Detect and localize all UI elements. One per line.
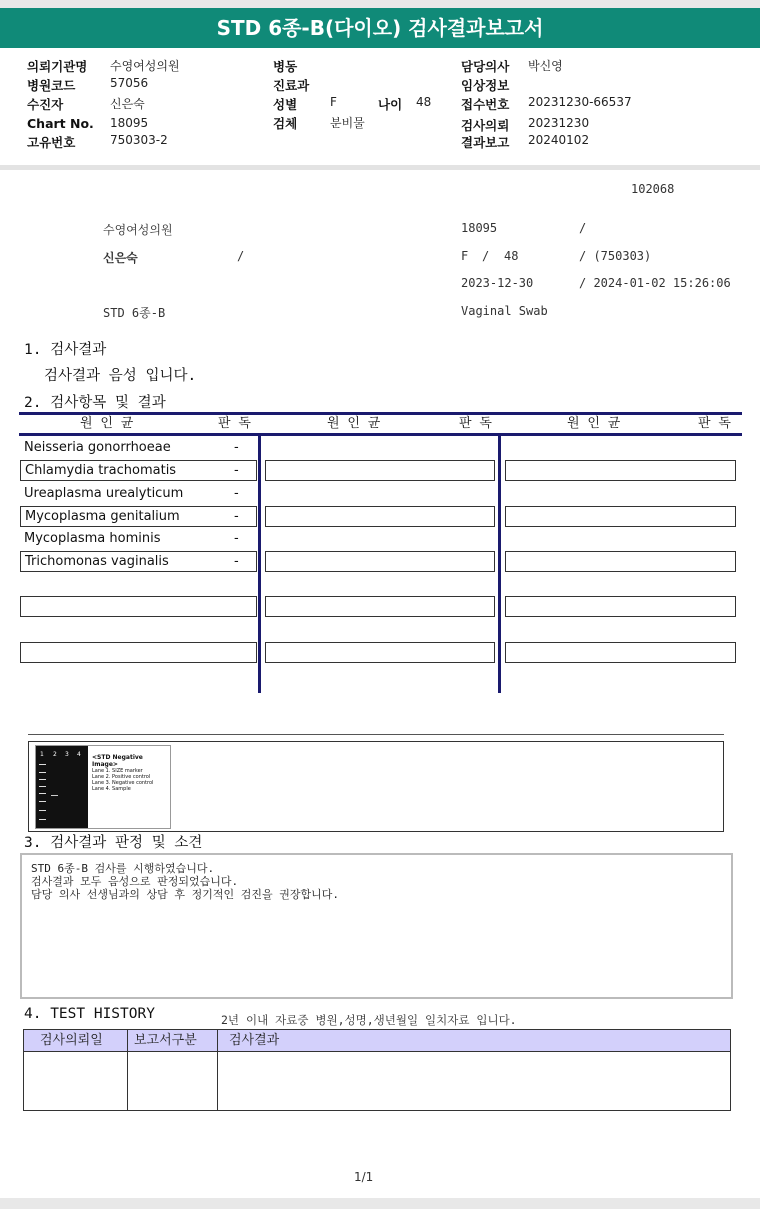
section3-title: 3. 검사결과 판정 및 소견 <box>24 835 203 851</box>
gel-band <box>39 779 46 780</box>
opinion-line: STD 6종-B 검사를 시행하였습니다. <box>31 862 215 875</box>
section4-note: 2년 이내 자료중 병원,성명,생년월일 일치자료 입니다. <box>221 1013 517 1027</box>
gel-band <box>39 764 46 765</box>
pathogen-result: - <box>234 463 239 478</box>
col-pathogen-3: 원 인 균 <box>567 416 621 431</box>
empty-row <box>265 506 495 527</box>
empty-row <box>265 460 495 481</box>
patient-slash-1: / <box>579 221 587 235</box>
label-sex: 성별 <box>273 97 298 112</box>
empty-row <box>505 596 736 617</box>
table-row <box>20 551 257 572</box>
gel-band <box>39 786 46 787</box>
history-header <box>24 1030 730 1052</box>
gel-band <box>39 801 46 802</box>
gel-lanes <box>36 746 88 828</box>
patient-slash-2: / <box>237 249 245 263</box>
value-unique-no: 750303-2 <box>110 133 168 147</box>
gel-legend: Lane 4. Sample <box>92 786 131 792</box>
value-request-date: 20231230 <box>528 116 590 130</box>
section4-title: 4. TEST HISTORY <box>24 1006 155 1022</box>
top-strip <box>0 0 760 8</box>
label-chart-no: Chart No. <box>27 116 94 131</box>
value-age: 48 <box>416 95 432 109</box>
empty-row <box>505 506 736 527</box>
value-doctor: 박신영 <box>528 59 563 73</box>
pathogen-result: - <box>234 509 239 524</box>
gel-legend: Lane 2. Positive control <box>92 774 151 780</box>
table-row <box>20 437 257 458</box>
opinion-box <box>20 853 733 999</box>
history-col-report-type: 보고서구분 <box>134 1033 197 1048</box>
lane-label: 3 <box>65 751 69 758</box>
empty-row <box>265 596 495 617</box>
empty-row <box>20 642 257 663</box>
empty-row <box>505 642 736 663</box>
pathogen-name: Ureaplasma urealyticum <box>24 486 184 501</box>
label-unique-no: 고유번호 <box>27 135 76 150</box>
table-row <box>20 460 257 481</box>
header-separator <box>0 165 760 170</box>
gel-legend: Lane 1. SIZE marker <box>92 768 143 774</box>
gel-legend: Lane 3. Negative control <box>92 780 154 786</box>
history-divider <box>127 1030 128 1110</box>
gel-band <box>39 819 46 820</box>
empty-row <box>505 460 736 481</box>
patient-name: 신은숙 <box>103 251 138 265</box>
reported-datetime: / 2024-01-02 15:26:06 <box>579 276 731 290</box>
patient-institution: 수영여성의원 <box>103 223 173 237</box>
patient-slash-3: / <box>482 249 490 263</box>
label-hospital-code: 병원코드 <box>27 78 76 93</box>
col-result-1: 판 독 <box>218 416 251 431</box>
empty-row <box>265 642 495 663</box>
test-name: STD 6종-B <box>103 306 166 320</box>
label-ward: 병동 <box>273 59 298 74</box>
gel-band <box>39 772 46 773</box>
report-code: 102068 <box>631 182 675 196</box>
history-col-request-date: 검사의뢰일 <box>40 1033 103 1048</box>
label-clinical-info: 임상정보 <box>461 78 510 93</box>
label-receipt-no: 접수번호 <box>461 97 510 112</box>
pathogen-name: Mycoplasma hominis <box>24 531 161 546</box>
table-divider-1 <box>258 433 261 693</box>
specimen-type: Vaginal Swab <box>461 304 548 318</box>
col-result-3: 판 독 <box>698 416 731 431</box>
image-top-rule <box>28 734 724 735</box>
label-specimen: 검체 <box>273 116 298 131</box>
patient-birth: / (750303) <box>579 249 652 263</box>
table-divider-2 <box>498 433 501 693</box>
pathogen-result: - <box>234 440 239 455</box>
pathogen-name: Trichomonas vaginalis <box>25 554 169 569</box>
label-doctor: 담당의사 <box>461 59 510 74</box>
table-row <box>20 483 257 504</box>
opinion-line: 검사결과 모두 음성으로 판정되었습니다. <box>31 875 239 888</box>
section2-title: 2. 검사항목 및 결과 <box>24 395 166 411</box>
value-report-date: 20240102 <box>528 133 590 147</box>
empty-row <box>265 551 495 572</box>
pathogen-result: - <box>234 554 239 569</box>
gel-band <box>51 795 58 796</box>
table-row <box>20 506 257 527</box>
pathogen-name: Neisseria gonorrhoeae <box>24 440 171 455</box>
section1-summary: 검사결과 음성 입니다. <box>44 368 197 384</box>
history-divider <box>217 1030 218 1110</box>
gel-image <box>35 745 171 829</box>
value-sex: F <box>330 95 337 109</box>
opinion-line: 담당 의사 선생님과의 상담 후 정기적인 검진을 권장합니다. <box>31 888 340 901</box>
report-title: STD 6종-B(다이오) 검사결과보고서 <box>216 16 544 40</box>
value-institution: 수영여성의원 <box>110 59 180 73</box>
gel-band <box>39 793 46 794</box>
pathogen-name: Chlamydia trachomatis <box>25 463 177 478</box>
label-age: 나이 <box>378 97 403 112</box>
col-pathogen-2: 원 인 균 <box>327 416 381 431</box>
patient-sex: F <box>461 249 469 263</box>
pathogen-result: - <box>234 531 239 546</box>
value-patient: 신은숙 <box>110 97 145 111</box>
pathogen-name: Mycoplasma genitalium <box>25 509 180 524</box>
lane-label: 4 <box>77 751 81 758</box>
label-institution: 의뢰기관명 <box>27 59 88 74</box>
value-chart-no: 18095 <box>110 116 149 130</box>
label-report-date: 결과보고 <box>461 135 510 150</box>
lane-label: 2 <box>53 751 57 758</box>
col-pathogen-1: 원 인 균 <box>80 416 134 431</box>
value-specimen: 분비물 <box>330 116 365 130</box>
pathogen-result: - <box>234 486 239 501</box>
table-row <box>20 528 257 549</box>
value-receipt-no: 20231230-66537 <box>528 95 632 109</box>
footer-strip <box>0 1198 760 1209</box>
empty-row <box>20 596 257 617</box>
label-request-date: 검사의뢰 <box>461 118 510 133</box>
patient-chart: 18095 <box>461 221 498 235</box>
history-col-result: 검사결과 <box>229 1033 280 1048</box>
label-department: 진료과 <box>273 78 310 93</box>
gel-band <box>39 810 46 811</box>
collected-date: 2023-12-30 <box>461 276 534 290</box>
empty-row <box>505 551 736 572</box>
label-patient: 수진자 <box>27 97 64 112</box>
history-table <box>23 1029 731 1111</box>
gel-caption: <STD Negative Image> <box>92 754 143 768</box>
value-hospital-code: 57056 <box>110 76 149 90</box>
lane-label: 1 <box>40 751 44 758</box>
section1-title: 1. 검사결과 <box>24 342 107 358</box>
col-result-2: 판 독 <box>459 416 492 431</box>
patient-age: 48 <box>504 249 519 263</box>
page-number: 1/1 <box>354 1170 374 1184</box>
